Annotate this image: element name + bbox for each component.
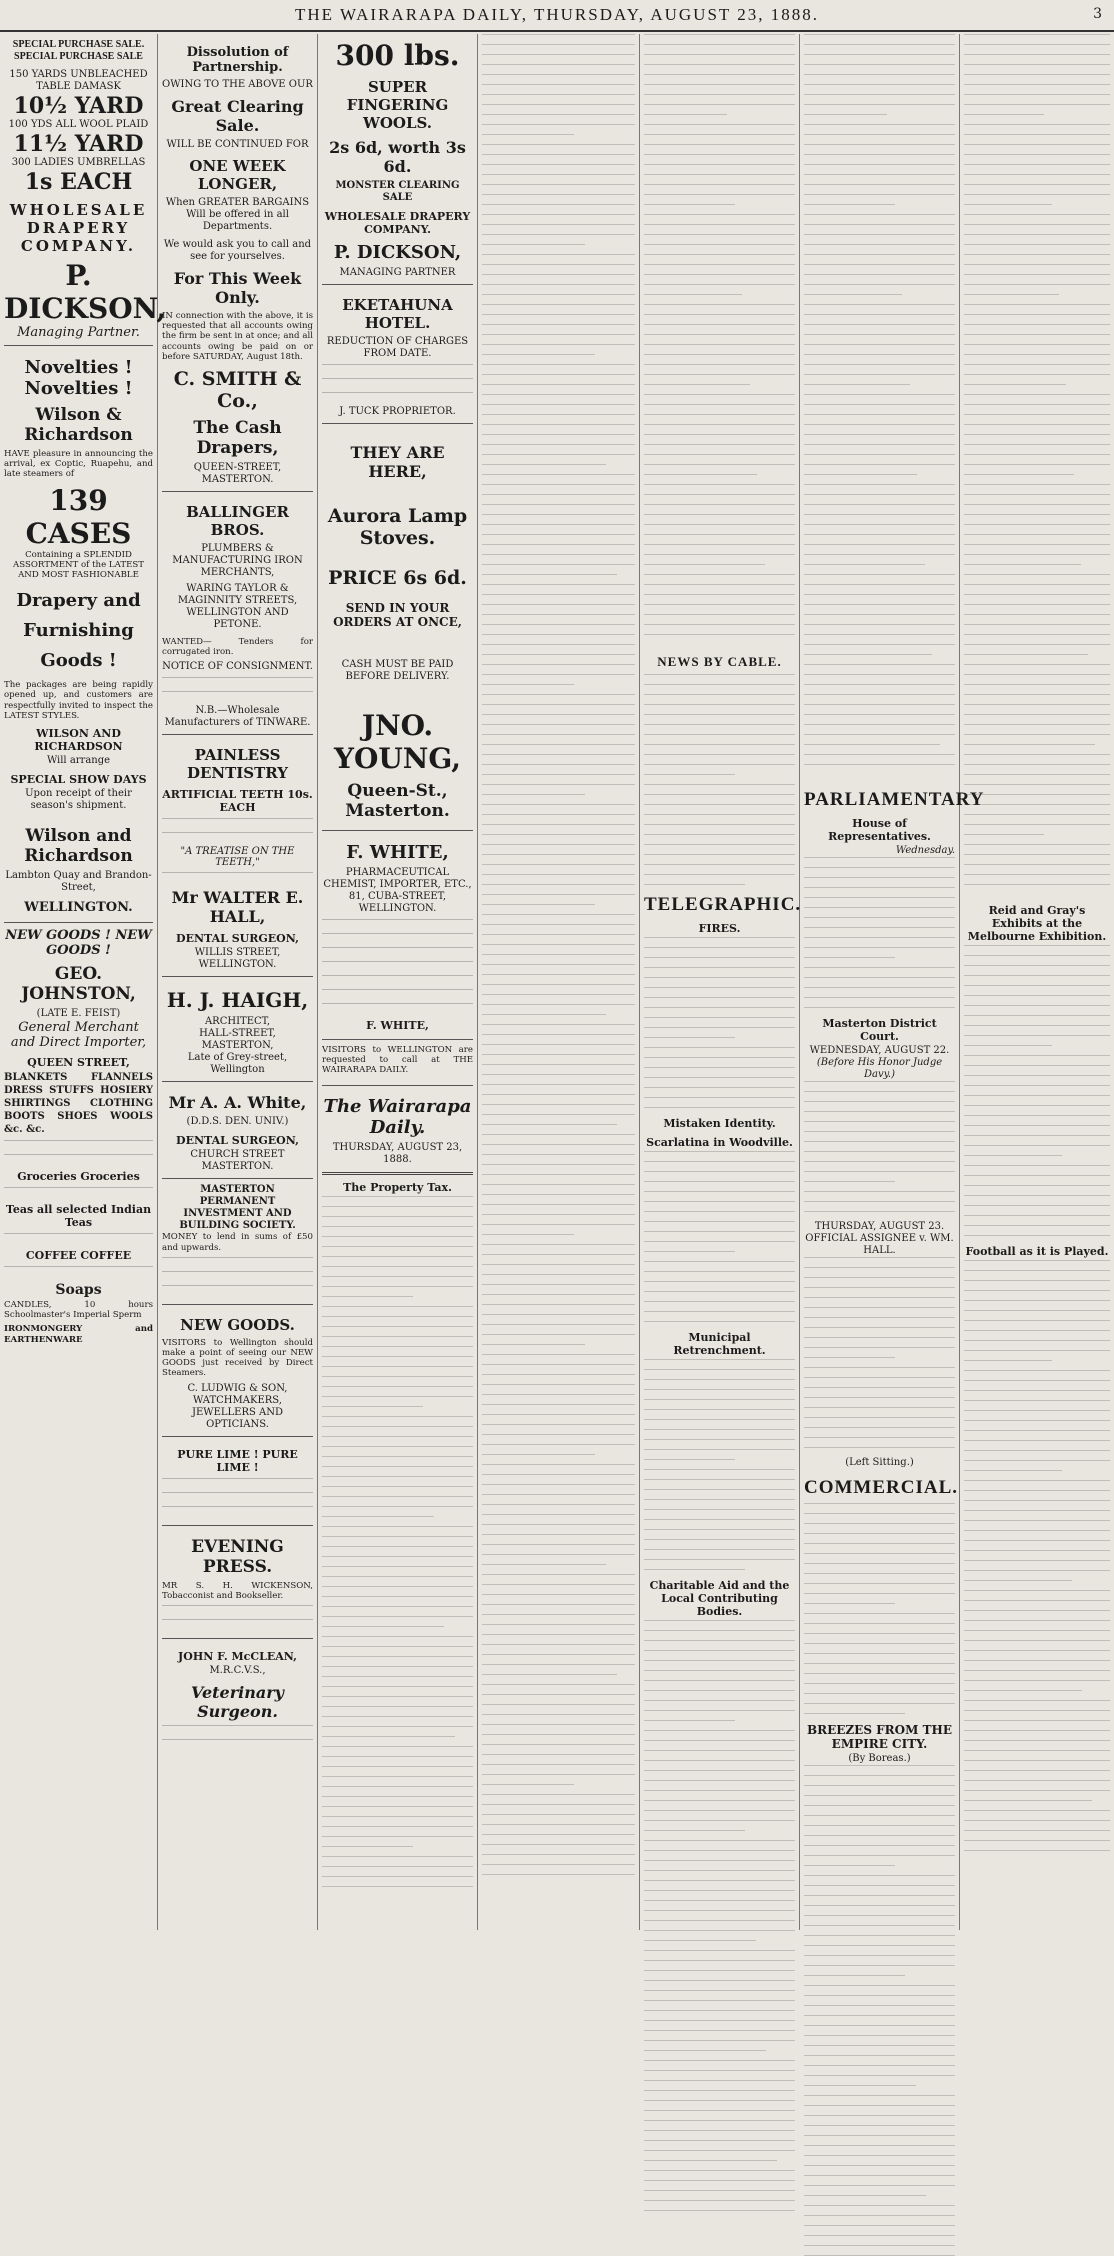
white-address: CHURCH STREET MASTERTON. bbox=[190, 1149, 285, 1173]
send-orders: SEND IN YOUR ORDERS AT ONCE, bbox=[333, 601, 462, 629]
mistaken-heading: Mistaken Identity. bbox=[663, 1117, 776, 1130]
smith-street: QUEEN-STREET, MASTERTON. bbox=[193, 462, 282, 486]
column-1 bbox=[0, 34, 167, 1930]
tuck-text: J. TUCK PROPRIETOR. bbox=[339, 406, 456, 417]
official-assignee: OFFICIAL ASSIGNEE v. WM. HALL. bbox=[805, 1233, 954, 1256]
paper-title: The Wairarapa Daily. bbox=[323, 1095, 472, 1138]
ludwig-text: C. LUDWIG & SON, WATCHMAKERS, JEWELLERS AND OPTICIANS. bbox=[187, 1382, 288, 1430]
telegraphic-heading: TELEGRAPHIC. bbox=[644, 894, 802, 915]
candles-text: CANDLES, 10 hours Schoolmaster's Imperial Sperm bbox=[4, 1300, 153, 1321]
reduction-text: REDUCTION OF CHARGES FROM DATE. bbox=[326, 336, 469, 359]
wr-address: Lambton Quay and Brandon-Street, bbox=[5, 870, 152, 894]
they-are-here: THEY ARE HERE, bbox=[350, 443, 445, 481]
new-goods-heading-2: NEW GOODS. bbox=[180, 1315, 295, 1334]
court-judge: (Before His Honor Judge Davy.) bbox=[816, 1057, 943, 1080]
monster-sale: MONSTER CLEARING SALE bbox=[335, 180, 460, 203]
item-1: 150 YARDS UNBLEACHED TABLE DAMASK bbox=[9, 69, 148, 92]
dissolution-ad bbox=[162, 34, 313, 492]
lime-ad bbox=[162, 1437, 313, 1526]
wholesale-label-3: WHOLESALE DRAPERY COMPANY. bbox=[324, 210, 471, 236]
young-name: JNO. YOUNG, bbox=[333, 709, 462, 775]
teeth-price: ARTIFICIAL TEETH 10s. EACH bbox=[162, 788, 313, 815]
wilson-richardson-ad bbox=[4, 346, 153, 923]
hall-name: Mr WALTER E. HALL, bbox=[171, 888, 304, 927]
column-4 bbox=[478, 34, 640, 1930]
ballinger-address: WARING TAYLOR & MAGINNITY STREETS, WELLINGTON AND PETONE. bbox=[177, 583, 298, 631]
parliamentary-heading: PARLIAMENTARY bbox=[804, 789, 985, 810]
fwhite-name: F. WHITE, bbox=[346, 842, 449, 863]
district-court-heading: Masterton District Court. bbox=[822, 1017, 937, 1043]
haigh-address: HALL-STREET, MASTERTON, bbox=[199, 1028, 276, 1052]
masthead-title: THE WAIRARAPA DAILY, THURSDAY, AUGUST 23, 1888. bbox=[295, 5, 819, 24]
fwhite-signature: F. WHITE, bbox=[366, 1019, 429, 1032]
ballinger-ad bbox=[162, 492, 313, 735]
society-name: MASTERTON PERMANENT INVESTMENT AND BUILDING SOCIETY. bbox=[179, 1184, 296, 1232]
special-purchase-ad bbox=[4, 34, 167, 346]
haigh-late: Late of Grey-street, Wellington bbox=[187, 1052, 288, 1076]
groceries-heading: Groceries Groceries bbox=[17, 1170, 140, 1184]
item-2: 100 YDS ALL WOOL PLAID bbox=[8, 119, 149, 130]
editorial bbox=[322, 1086, 473, 1900]
smith-name: C. SMITH & Co., bbox=[173, 368, 302, 413]
price-2: 11½ YARD bbox=[13, 131, 144, 157]
haigh-ad bbox=[162, 977, 313, 1082]
notice-text: IN connection with the above, it is requested that all accounts owing the firm be sent in at once; and all accounts owing be paid on or before SATURDAY, August 18th. bbox=[162, 311, 313, 362]
clearing-heading: Great Clearing Sale. bbox=[171, 97, 304, 135]
house-heading: House of Representatives. bbox=[828, 817, 931, 843]
hall-role: DENTAL SURGEON, bbox=[176, 932, 299, 946]
super-wools: SUPER FINGERING WOOLS. bbox=[346, 78, 449, 132]
column-2 bbox=[158, 34, 318, 1930]
municipal-heading: Municipal Retrenchment. bbox=[673, 1331, 766, 1357]
goods-list: BLANKETS FLANNELS DRESS STUFFS HOSIERY SHIRTINGS CLOTHING BOOTS SHOES WOOLS &c. &c. bbox=[4, 1072, 153, 1136]
for-week-heading: For This Week Only. bbox=[173, 269, 302, 307]
evening-press-ad bbox=[162, 1526, 313, 1639]
novelties-heading: Novelties ! Novelties ! bbox=[24, 357, 133, 399]
owing-text: OWING TO THE ABOVE OUR bbox=[162, 79, 313, 90]
wr-text: HAVE pleasure in announcing the arrival, ex Coptic, Ruapehu, and late steamers of bbox=[4, 449, 153, 480]
tinware-text: N.B.—Wholesale Manufacturers of TINWARE. bbox=[164, 705, 311, 729]
property-tax-heading: The Property Tax. bbox=[343, 1180, 452, 1194]
mclean-role: Veterinary Surgeon. bbox=[191, 1683, 284, 1722]
haigh-name: H. J. HAIGH, bbox=[166, 988, 309, 1013]
visitors-text: VISITORS to Wellington should make a point of seeing our NEW GOODS just received by Direct Steamers. bbox=[162, 1337, 313, 1379]
evening-press-heading: EVENING PRESS. bbox=[191, 1536, 284, 1577]
wr-heading: Wilson & Richardson bbox=[24, 405, 133, 445]
cash-delivery: CASH MUST BE PAID BEFORE DELIVERY. bbox=[341, 659, 454, 682]
commercial-heading: COMMERCIAL. bbox=[804, 1477, 959, 1498]
page-number: 3 bbox=[1093, 6, 1102, 22]
drapery-heading: Drapery and Furnishing Goods ! bbox=[16, 590, 141, 672]
treatise-text: "A TREATISE ON THE TEETH," bbox=[180, 846, 295, 869]
teas-heading: Teas all selected Indian Teas bbox=[5, 1203, 152, 1230]
masthead bbox=[0, 0, 1114, 32]
dissolution-heading: Dissolution of Partnership. bbox=[186, 45, 289, 75]
sale-header: SPECIAL PURCHASE SALE. SPECIAL PURCHASE SALE bbox=[12, 39, 145, 62]
wools-price: 2s 6d, worth 3s 6d. bbox=[329, 138, 466, 176]
money-text: MONEY to lend in sums of £50 and upwards. bbox=[162, 1232, 313, 1253]
wednesday-label: Wednesday. bbox=[895, 845, 955, 856]
paper-date: THURSDAY, AUGUST 23, 1888. bbox=[332, 1141, 463, 1165]
item-3: 300 LADIES UMBRELLAS bbox=[11, 157, 146, 168]
wr-name-3: Wilson and Richardson bbox=[24, 826, 133, 867]
dickson-role-3: MANAGING PARTNER bbox=[339, 267, 456, 278]
dickson-role: Managing Partner. bbox=[17, 325, 140, 340]
receipt-text: Upon receipt of their season's shipment. bbox=[25, 788, 132, 812]
building-society-ad bbox=[162, 1179, 313, 1304]
column-7 bbox=[960, 34, 1114, 1930]
iron-text: IRONMONGERY and EARTHENWARE bbox=[4, 1324, 153, 1345]
column-6 bbox=[800, 34, 985, 1930]
mclean-name: JOHN F. McCLEAN, bbox=[178, 1650, 297, 1664]
dickson-name-3: P. DICKSON, bbox=[333, 242, 462, 263]
wr-town: WELLINGTON. bbox=[24, 900, 133, 916]
bargains-text: When GREATER BARGAINS Will be offered in all Departments. bbox=[165, 197, 310, 232]
news-body bbox=[482, 34, 635, 1875]
hall-street: WILLIS STREET, WELLINGTON. bbox=[194, 947, 281, 971]
cases-text: Containing a SPLENDID ASSORTMENT of the LATEST AND MOST FASHIONABLE bbox=[13, 549, 144, 581]
left-sitting: (Left Sitting.) bbox=[845, 1457, 914, 1468]
fires-heading: FIRES. bbox=[698, 922, 741, 935]
painless-heading: PAINLESS DENTISTRY bbox=[186, 746, 289, 783]
breezes-heading: BREEZES FROM THE EMPIRE CITY. bbox=[807, 1723, 952, 1751]
lbs-heading: 300 lbs. bbox=[335, 39, 460, 72]
johnston-street: QUEEN STREET, bbox=[27, 1056, 130, 1070]
fwhite-ad bbox=[322, 831, 473, 1040]
invite-text: We would ask you to call and see for yourselves. bbox=[163, 239, 312, 262]
price-3: 1s EACH bbox=[24, 169, 133, 195]
mclean-ad bbox=[162, 1639, 313, 1758]
eketahuna-ad bbox=[322, 285, 473, 424]
dickson-name: P. DICKSON, bbox=[4, 259, 167, 325]
football-heading: Football as it is Played. bbox=[965, 1245, 1109, 1258]
packages-text: The packages are being rapidly opened up, and customers are respectfully invited to inspect the LATEST STYLES. bbox=[4, 680, 153, 721]
thursday-label: THURSDAY, AUGUST 23. bbox=[814, 1221, 945, 1232]
scarlatina-heading: Scarlatina in Woodville. bbox=[646, 1136, 793, 1149]
column-5 bbox=[640, 34, 800, 1930]
wholesale-label: WHOLESALE DRAPERY COMPANY. bbox=[9, 201, 148, 255]
new-goods-ad bbox=[162, 1305, 313, 1437]
ballinger-name: BALLINGER BROS. bbox=[186, 503, 289, 540]
one-week-heading: ONE WEEK LONGER, bbox=[189, 157, 286, 193]
johnston-ad bbox=[4, 923, 153, 1354]
dentistry-ad bbox=[162, 735, 313, 977]
coffee-heading: COFFEE COFFEE bbox=[25, 1249, 132, 1263]
wickenson-text: MR S. H. WICKENSON, Tobacconist and Bookseller. bbox=[162, 1580, 313, 1601]
eketahuna-heading: EKETAHUNA HOTEL. bbox=[342, 296, 453, 332]
show-days: SPECIAL SHOW DAYS bbox=[10, 773, 147, 787]
cases-heading: 139 CASES bbox=[25, 483, 132, 550]
new-goods-heading: NEW GOODS ! NEW GOODS ! bbox=[5, 928, 152, 959]
wools-ad bbox=[322, 34, 473, 285]
mclean-degree: M.R.C.V.S., bbox=[209, 1665, 266, 1677]
cash-drapers: The Cash Drapers, bbox=[193, 418, 282, 459]
lime-heading: PURE LIME ! PURE LIME ! bbox=[177, 1447, 298, 1474]
boreas-label: (By Boreas.) bbox=[848, 1753, 911, 1764]
johnston-sub: (LATE E. FEIST) bbox=[36, 1008, 121, 1020]
white-degree: (D.D.S. DEN. UNIV.) bbox=[186, 1116, 289, 1128]
young-ad bbox=[322, 424, 473, 831]
soaps-heading: Soaps bbox=[55, 1282, 102, 1299]
white-name: Mr A. A. White, bbox=[168, 1093, 307, 1113]
aurora-price: PRICE 6s 6d. bbox=[328, 567, 467, 589]
column-3 bbox=[318, 34, 478, 1930]
arrange-text: Will arrange bbox=[46, 755, 111, 767]
continued-text: WILL BE CONTINUED FOR bbox=[166, 139, 309, 150]
white-ad bbox=[162, 1082, 313, 1179]
ballinger-role: PLUMBERS & MANUFACTURING IRON MERCHANTS, bbox=[172, 543, 303, 579]
visitors-col3: VISITORS to WELLINGTON are requested to call at THE WAIRARAPA DAILY. bbox=[322, 1045, 473, 1076]
consignment-text: NOTICE OF CONSIGNMENT. bbox=[162, 661, 313, 673]
young-address: Queen-St., Masterton. bbox=[345, 781, 450, 821]
wanted-text: WANTED— Tenders for corrugated iron. bbox=[162, 637, 313, 658]
fwhite-role: PHARMACEUTICAL CHEMIST, IMPORTER, ETC., bbox=[323, 867, 472, 890]
wr-name-2: WILSON AND RICHARDSON bbox=[34, 727, 123, 754]
reid-heading: Reid and Gray's Exhibits at the Melbourne Exhibition. bbox=[967, 904, 1107, 943]
cable-heading: NEWS BY CABLE. bbox=[657, 654, 782, 669]
white-role: DENTAL SURGEON, bbox=[176, 1134, 299, 1148]
johnston-role: General Merchant and Direct Importer, bbox=[10, 1020, 147, 1051]
johnston-name: GEO. JOHNSTON, bbox=[21, 964, 136, 1005]
court-date: WEDNESDAY, AUGUST 22. bbox=[809, 1045, 950, 1056]
price-1: 10½ YARD bbox=[13, 93, 144, 119]
visitors-ad bbox=[322, 1040, 473, 1086]
haigh-role: ARCHITECT, bbox=[204, 1016, 271, 1028]
fwhite-address: 81, CUBA-STREET, WELLINGTON. bbox=[348, 891, 447, 914]
aurora-heading: Aurora Lamp Stoves. bbox=[327, 505, 468, 549]
charitable-heading: Charitable Aid and the Local Contributing Bodies. bbox=[649, 1579, 790, 1618]
